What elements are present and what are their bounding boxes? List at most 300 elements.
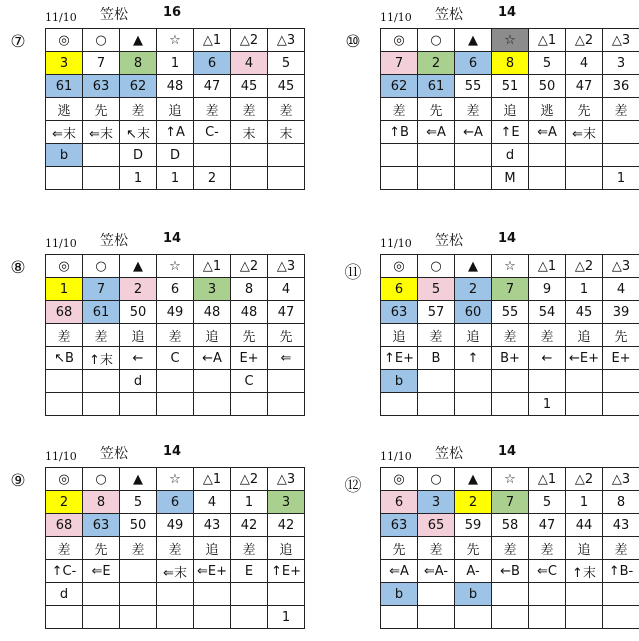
grid-cell: 61 [46, 75, 83, 98]
grid-cell: 6 [194, 52, 231, 75]
grid-cell [231, 583, 268, 606]
race-panel-8 [10, 228, 299, 416]
race-header [380, 228, 634, 254]
grid-cell: 3 [46, 52, 83, 75]
grid-cell: ▲ [120, 468, 157, 491]
race-number: ⑫ [344, 476, 362, 496]
grid-cell [566, 583, 603, 606]
grid-cell: E [231, 560, 268, 583]
grid-cell: 追 [455, 324, 492, 347]
mark-header-cell: ☆ [157, 29, 194, 52]
grid-cell: 4 [268, 278, 305, 301]
grid-cell: △1 [529, 468, 566, 491]
grid-cell: 63 [83, 75, 120, 98]
grid-cell [157, 393, 194, 416]
race-header [45, 2, 299, 28]
mark-header-cell: △2 [231, 29, 268, 52]
grid-cell: D [157, 144, 194, 167]
grid-cell [566, 167, 603, 190]
grid-cell: △2 [566, 468, 603, 491]
grid-cell: ⇐E+ [194, 560, 231, 583]
race-date: 11/10 [45, 450, 77, 463]
grid-cell: ⇐末 [157, 560, 194, 583]
grid-row [381, 75, 639, 98]
grid-row [381, 301, 639, 324]
grid-cell: 差 [381, 98, 418, 121]
grid-row [46, 393, 305, 416]
grid-row [46, 514, 305, 537]
grid-cell [455, 393, 492, 416]
grid-cell: 先 [566, 98, 603, 121]
grid-cell: M [492, 167, 529, 190]
grid-cell [83, 370, 120, 393]
race-number: ⑩ [345, 32, 361, 52]
prediction-grid [380, 467, 639, 629]
race-date: 11/10 [380, 11, 412, 24]
grid-cell: 追 [381, 324, 418, 347]
grid-cell: ⇐A- [418, 560, 455, 583]
grid-row [381, 52, 639, 75]
grid-cell: 48 [194, 301, 231, 324]
grid-cell: ○ [418, 29, 455, 52]
grid-cell [83, 606, 120, 629]
grid-cell: 先 [83, 98, 120, 121]
grid-cell: ◎ [381, 255, 418, 278]
grid-cell [529, 606, 566, 629]
grid-cell: 差 [529, 537, 566, 560]
grid-cell [231, 393, 268, 416]
grid-cell: b [381, 370, 418, 393]
grid-cell [529, 167, 566, 190]
grid-cell: ○ [83, 255, 120, 278]
grid-row [46, 560, 305, 583]
grid-cell: ↑C- [46, 560, 83, 583]
grid-cell: 7 [492, 278, 529, 301]
grid-cell: 追 [120, 324, 157, 347]
grid-cell: 47 [194, 75, 231, 98]
race-panel-12 [344, 441, 634, 629]
grid-cell [268, 583, 305, 606]
grid-cell: 47 [268, 301, 305, 324]
grid-cell [603, 370, 639, 393]
grid-cell: 差 [120, 98, 157, 121]
grid-cell [120, 606, 157, 629]
grid-cell [231, 144, 268, 167]
prediction-grid [380, 28, 639, 190]
grid-cell [529, 370, 566, 393]
mark-header-row [46, 29, 305, 52]
grid-cell: ⇐ [268, 347, 305, 370]
grid-cell: 6 [157, 491, 194, 514]
grid-cell [194, 606, 231, 629]
grid-cell: 逃 [529, 98, 566, 121]
grid-cell: 8 [492, 52, 529, 75]
grid-cell: ⇐E [83, 560, 120, 583]
grid-cell: 1 [566, 278, 603, 301]
grid-cell: 3 [418, 491, 455, 514]
mark-header-cell: △3 [268, 29, 305, 52]
grid-row [381, 121, 639, 144]
grid-cell: 1 [157, 52, 194, 75]
grid-cell: C [231, 370, 268, 393]
grid-cell: 7 [381, 52, 418, 75]
grid-cell [83, 167, 120, 190]
grid-cell [381, 393, 418, 416]
grid-cell [381, 167, 418, 190]
grid-cell: 差 [231, 537, 268, 560]
grid-cell: 1 [529, 393, 566, 416]
grid-cell [566, 144, 603, 167]
grid-row [46, 491, 305, 514]
mark-header-cell: ▲ [120, 29, 157, 52]
grid-cell: 末 [231, 121, 268, 144]
grid-cell: 先 [603, 324, 639, 347]
grid-cell: 9 [529, 278, 566, 301]
grid-cell: 1 [46, 278, 83, 301]
grid-cell [529, 144, 566, 167]
race-venue: 笠松 [100, 446, 128, 462]
grid-cell: ☆ [157, 255, 194, 278]
grid-cell [83, 393, 120, 416]
grid-cell: △2 [566, 255, 603, 278]
grid-cell: D [120, 144, 157, 167]
grid-cell: △1 [194, 468, 231, 491]
grid-cell: 先 [83, 537, 120, 560]
grid-cell [492, 583, 529, 606]
grid-cell: 4 [603, 278, 639, 301]
grid-cell: 6 [381, 491, 418, 514]
grid-cell: ▲ [455, 255, 492, 278]
grid-cell [381, 144, 418, 167]
grid-cell: ↑A [157, 121, 194, 144]
grid-cell [46, 606, 83, 629]
grid-cell: ▲ [455, 29, 492, 52]
grid-cell [603, 606, 639, 629]
grid-cell [492, 370, 529, 393]
grid-row [381, 167, 639, 190]
grid-cell: 先 [381, 537, 418, 560]
grid-cell: 5 [268, 52, 305, 75]
race-number: ⑪ [344, 263, 362, 283]
prediction-grid [380, 254, 639, 416]
grid-cell [455, 370, 492, 393]
grid-row [381, 393, 639, 416]
grid-cell: b [46, 144, 83, 167]
grid-cell: 5 [529, 491, 566, 514]
race-panel-10 [345, 2, 634, 190]
grid-cell: 追 [566, 537, 603, 560]
grid-cell: ○ [418, 255, 455, 278]
grid-cell: 45 [566, 301, 603, 324]
grid-cell: ↑E+ [381, 347, 418, 370]
grid-cell: △3 [268, 255, 305, 278]
grid-cell: E+ [231, 347, 268, 370]
grid-row [46, 347, 305, 370]
grid-cell: 39 [603, 301, 639, 324]
grid-cell: 45 [268, 75, 305, 98]
grid-cell: 50 [529, 75, 566, 98]
grid-cell: 62 [381, 75, 418, 98]
grid-cell [194, 583, 231, 606]
grid-cell: 8 [120, 52, 157, 75]
race-date: 11/10 [45, 237, 77, 250]
grid-cell [194, 393, 231, 416]
grid-cell: 1 [603, 167, 639, 190]
runner-count: 14 [498, 444, 517, 459]
grid-row [46, 324, 305, 347]
grid-cell [83, 583, 120, 606]
grid-cell: ← [120, 347, 157, 370]
grid-row [46, 167, 305, 190]
grid-cell [418, 606, 455, 629]
grid-cell: 7 [492, 491, 529, 514]
grid-row [46, 144, 305, 167]
grid-cell [268, 370, 305, 393]
grid-cell: 1 [157, 167, 194, 190]
grid-cell: 3 [603, 52, 639, 75]
grid-cell: ↖末 [120, 121, 157, 144]
grid-cell: ⇐C [529, 560, 566, 583]
grid-cell: 36 [603, 75, 639, 98]
grid-cell [418, 167, 455, 190]
grid-row [381, 324, 639, 347]
grid-cell [194, 144, 231, 167]
grid-cell: ◎ [381, 29, 418, 52]
grid-cell: 先 [418, 98, 455, 121]
grid-cell: 4 [194, 491, 231, 514]
grid-cell [83, 144, 120, 167]
grid-cell [381, 606, 418, 629]
grid-row [381, 491, 639, 514]
grid-row [381, 144, 639, 167]
race-panel-7 [10, 2, 299, 190]
grid-cell: △2 [231, 255, 268, 278]
grid-cell: ◎ [46, 255, 83, 278]
grid-cell: 追 [492, 98, 529, 121]
grid-cell: 8 [231, 278, 268, 301]
grid-cell: 逃 [46, 98, 83, 121]
grid-row [381, 278, 639, 301]
grid-cell: ◎ [381, 468, 418, 491]
grid-cell: 68 [46, 301, 83, 324]
runner-count: 14 [163, 444, 182, 459]
grid-cell: ←A [455, 121, 492, 144]
grid-cell: ↑ [455, 347, 492, 370]
grid-cell: 47 [529, 514, 566, 537]
grid-cell: △2 [566, 29, 603, 52]
grid-cell: 差 [268, 98, 305, 121]
grid-cell: 48 [157, 75, 194, 98]
grid-cell: 7 [83, 52, 120, 75]
grid-cell: 58 [492, 514, 529, 537]
grid-cell: 差 [418, 324, 455, 347]
grid-row [46, 255, 305, 278]
grid-cell: 43 [194, 514, 231, 537]
race-panel-11 [344, 228, 634, 416]
grid-cell [231, 167, 268, 190]
grid-cell: 2 [194, 167, 231, 190]
grid-cell: d [492, 144, 529, 167]
prediction-grid [45, 28, 305, 190]
grid-cell: 差 [492, 324, 529, 347]
grid-cell: 1 [268, 606, 305, 629]
grid-cell: d [120, 370, 157, 393]
race-number: ⑨ [10, 471, 26, 491]
race-venue: 笠松 [435, 446, 463, 462]
grid-cell: ○ [83, 468, 120, 491]
race-header [380, 441, 634, 467]
grid-cell: 差 [194, 98, 231, 121]
grid-row [46, 75, 305, 98]
grid-cell: 8 [83, 491, 120, 514]
grid-cell: △1 [529, 255, 566, 278]
grid-cell: 差 [120, 537, 157, 560]
grid-cell: 62 [120, 75, 157, 98]
grid-cell: 49 [157, 514, 194, 537]
grid-cell [418, 370, 455, 393]
grid-cell: 61 [418, 75, 455, 98]
grid-cell: ↑末 [83, 347, 120, 370]
grid-row [381, 583, 639, 606]
grid-cell: 2 [120, 278, 157, 301]
grid-cell [566, 606, 603, 629]
grid-cell [603, 393, 639, 416]
race-venue: 笠松 [435, 233, 463, 249]
race-date: 11/10 [380, 450, 412, 463]
runner-count: 16 [163, 5, 182, 20]
grid-cell: 63 [381, 301, 418, 324]
grid-cell: 追 [566, 324, 603, 347]
grid-cell: 6 [157, 278, 194, 301]
grid-cell: 末 [268, 121, 305, 144]
grid-cell: 43 [603, 514, 639, 537]
grid-cell: 3 [268, 491, 305, 514]
grid-cell [157, 583, 194, 606]
grid-cell: 6 [455, 52, 492, 75]
grid-cell: 63 [83, 514, 120, 537]
grid-cell: 5 [529, 52, 566, 75]
race-number: ⑦ [10, 32, 26, 52]
grid-cell: ⇐末 [566, 121, 603, 144]
grid-cell [455, 167, 492, 190]
grid-cell: 差 [231, 98, 268, 121]
grid-row [381, 98, 639, 121]
runner-count: 14 [498, 231, 517, 246]
grid-cell: ←A [194, 347, 231, 370]
grid-cell: △3 [603, 255, 639, 278]
grid-cell: 差 [46, 324, 83, 347]
grid-cell: 54 [529, 301, 566, 324]
grid-cell [46, 393, 83, 416]
grid-cell: 2 [455, 491, 492, 514]
grid-row [46, 52, 305, 75]
grid-cell: 68 [46, 514, 83, 537]
grid-cell [268, 167, 305, 190]
grid-cell: ⇐A [529, 121, 566, 144]
grid-cell: ☆ [492, 255, 529, 278]
grid-row [46, 537, 305, 560]
grid-cell: ☆ [492, 468, 529, 491]
race-header [380, 2, 634, 28]
grid-cell: 65 [418, 514, 455, 537]
grid-cell: 60 [455, 301, 492, 324]
grid-cell [603, 583, 639, 606]
grid-row [46, 301, 305, 324]
grid-cell: b [455, 583, 492, 606]
race-panel-9 [10, 441, 301, 629]
grid-cell: 49 [157, 301, 194, 324]
grid-row [46, 370, 305, 393]
grid-cell: 50 [120, 514, 157, 537]
grid-cell [120, 393, 157, 416]
grid-cell: ↑末 [566, 560, 603, 583]
grid-cell: E+ [603, 347, 639, 370]
prediction-grid [45, 467, 305, 629]
mark-header-cell: △1 [194, 29, 231, 52]
grid-cell: 追 [157, 98, 194, 121]
grid-cell [157, 370, 194, 393]
grid-cell: 差 [83, 324, 120, 347]
grid-cell: 差 [603, 537, 639, 560]
grid-cell [268, 144, 305, 167]
grid-cell: 先 [268, 324, 305, 347]
grid-cell: 差 [157, 537, 194, 560]
grid-cell: △1 [194, 255, 231, 278]
grid-cell: 追 [194, 324, 231, 347]
grid-row [381, 514, 639, 537]
grid-cell: 3 [194, 278, 231, 301]
grid-cell [231, 606, 268, 629]
grid-cell: 4 [231, 52, 268, 75]
grid-cell: 差 [157, 324, 194, 347]
race-header [45, 441, 299, 467]
race-venue: 笠松 [100, 233, 128, 249]
grid-cell: ⇐末 [83, 121, 120, 144]
grid-row [381, 468, 639, 491]
grid-cell: 47 [566, 75, 603, 98]
grid-cell [46, 167, 83, 190]
mark-header-cell: ◎ [46, 29, 83, 52]
grid-cell: 差 [492, 537, 529, 560]
grid-cell: C [157, 347, 194, 370]
grid-cell [566, 370, 603, 393]
grid-cell: 42 [268, 514, 305, 537]
grid-cell: ⇐A [418, 121, 455, 144]
grid-cell: 48 [231, 301, 268, 324]
race-number: ⑧ [10, 258, 26, 278]
grid-cell: 追 [268, 537, 305, 560]
grid-cell: 55 [455, 75, 492, 98]
grid-cell: ↑B- [603, 560, 639, 583]
race-venue: 笠松 [100, 7, 128, 23]
grid-cell: ☆ [157, 468, 194, 491]
grid-cell: 差 [529, 324, 566, 347]
grid-cell: A- [455, 560, 492, 583]
grid-cell: 8 [603, 491, 639, 514]
grid-cell: ⇐A [381, 560, 418, 583]
grid-cell [529, 583, 566, 606]
grid-row [381, 537, 639, 560]
grid-cell [418, 583, 455, 606]
grid-cell [268, 393, 305, 416]
runner-count: 14 [163, 231, 182, 246]
grid-cell: ○ [418, 468, 455, 491]
grid-cell: ▲ [120, 255, 157, 278]
grid-cell: ☆ [492, 29, 529, 52]
grid-cell: 1 [566, 491, 603, 514]
grid-cell: 42 [231, 514, 268, 537]
prediction-grid [45, 254, 305, 416]
